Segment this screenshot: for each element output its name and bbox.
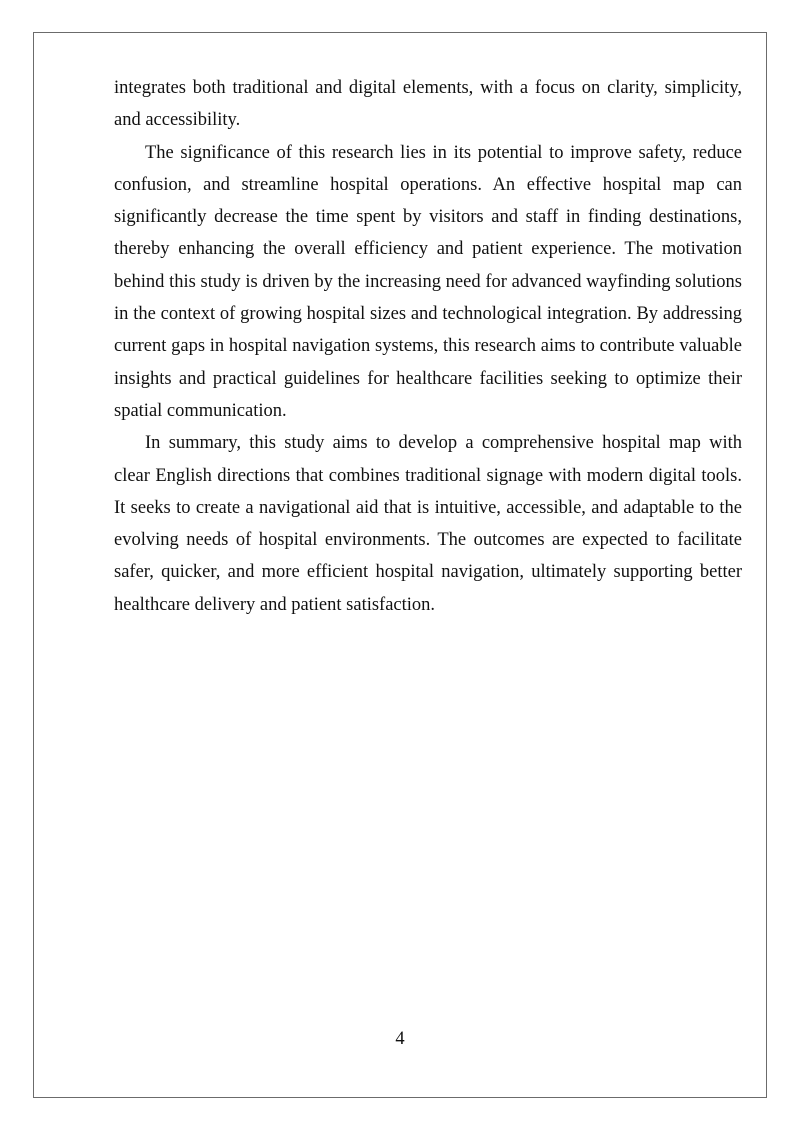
paragraph-continuation: integrates both traditional and digital elements, with a focus on clarity, simplicity, and accessibility. [114, 78, 742, 131]
paragraph-significance: The significance of this research lies in its potential to improve safety, reduce confusion, and streamline hospital operations. An effective hospital map can significantly decrease the time spent by visitors and staff in finding destinations, thereby enhancing the overall efficiency and patient experience. The motivation behind this study is driven by the increasing need for advanced wayfinding solutions in the context of growing hospital sizes and technological integration. By addressing current gaps in hospital navigation systems, this research aims to contribute valuable insights and practical guidelines for healthcare facilities seeking to optimize their spatial communication. [114, 142, 742, 421]
page-number: 4 [395, 1029, 405, 1049]
document-body [114, 72, 742, 621]
paragraph-summary: In summary, this study aims to develop a comprehensive hospital map with clear English directions that combines traditional signage with modern digital tools. It seeks to create a navigational aid that is intuitive, accessible, and adaptable to the evolving needs of hospital environments. The outcomes are expected to facilitate safer, quicker, and more efficient hospital navigation, ultimately supporting better healthcare delivery and patient satisfaction. [114, 433, 742, 615]
